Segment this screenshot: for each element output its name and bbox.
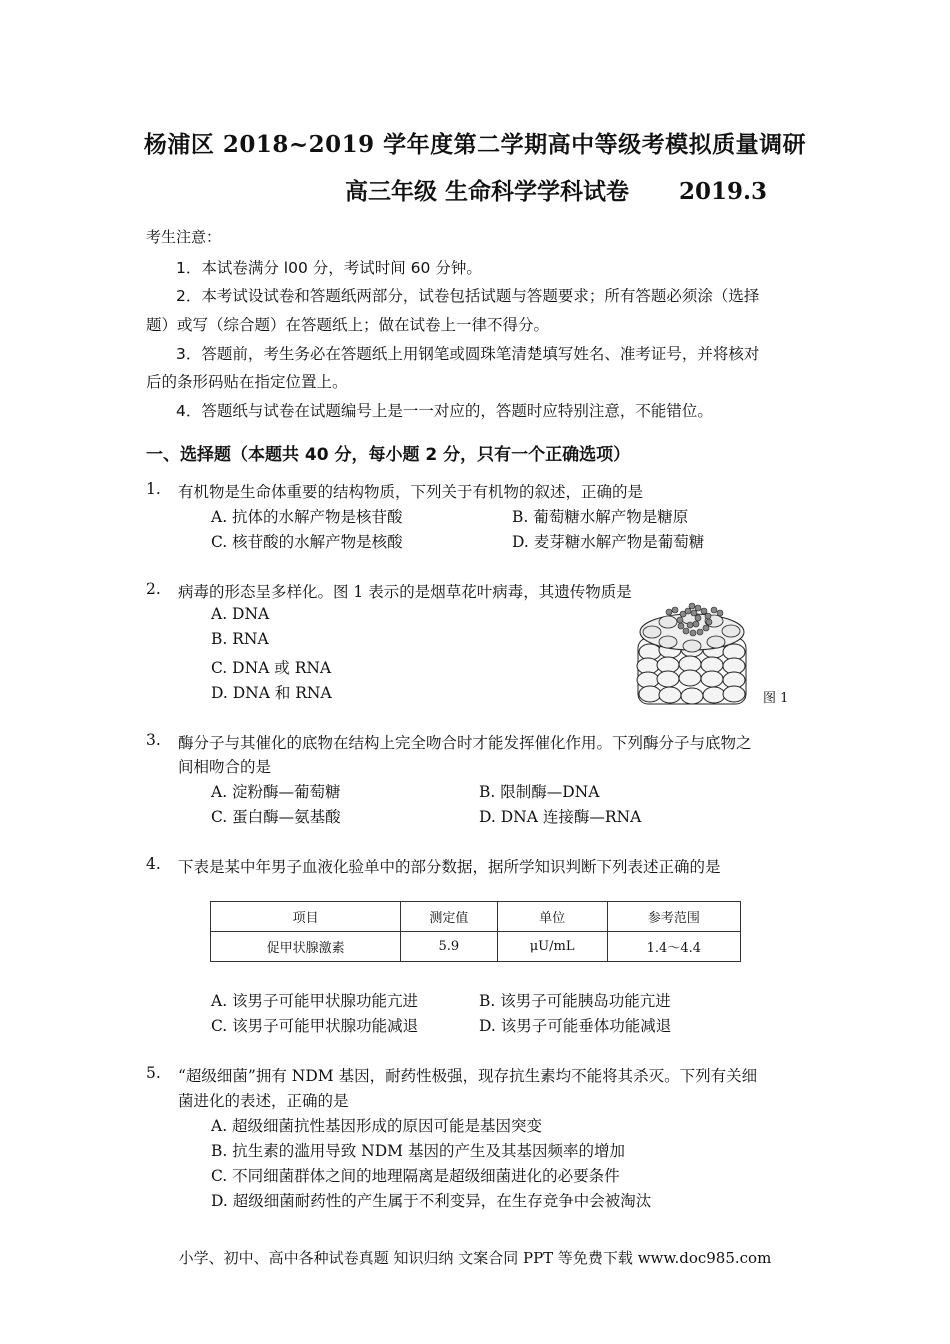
option-c: C. 核苷酸的水解产物是核酸: [211, 533, 403, 551]
option-b: B. 抗生素的滥用导致 NDM 基因的产生及其基因频率的增加: [211, 1142, 625, 1160]
table-cell: 5.9: [401, 932, 497, 962]
option-c: C. 蛋白酶—氨基酸: [211, 808, 341, 826]
table-row: [211, 932, 741, 962]
exam-title: 杨浦区 2018~2019 学年度第二学期高中等级考模拟质量调研: [143, 131, 807, 158]
question-stem: 有机物是生命体重要的结构物质，下列关于有机物的叙述，正确的是: [178, 483, 644, 501]
question-number: 4.: [146, 855, 161, 873]
section-heading: 一、选择题（本题共 40 分，每小题 2 分，只有一个正确选项）: [146, 445, 631, 465]
table-header-cell: 单位: [497, 902, 607, 932]
blood-test-table: [210, 901, 741, 962]
option-b: B. 该男子可能胰岛功能亢进: [479, 992, 671, 1010]
exam-subtitle: [345, 173, 767, 206]
option-d: D. DNA 连接酶—RNA: [479, 808, 642, 826]
question-stem: 下表是某中年男子血液化验单中的部分数据，据所学知识判断下列表述正确的是: [178, 858, 721, 876]
option-c: C. 不同细菌群体之间的地理隔离是超级细菌进化的必要条件: [211, 1167, 620, 1185]
figure-label: 图 1: [763, 691, 789, 706]
question-number: 3.: [146, 731, 161, 749]
option-c: C. 该男子可能甲状腺功能减退: [211, 1017, 419, 1035]
table-cell: 促甲状腺激素: [211, 932, 401, 962]
option-d: D. 超级细菌耐药性的产生属于不利变异，在生存竞争中会被淘汰: [211, 1192, 652, 1210]
question-number: 1.: [146, 480, 161, 498]
option-b: B. RNA: [211, 630, 269, 648]
exam-date: 2019.3: [679, 178, 768, 205]
table-cell: μU/mL: [497, 932, 607, 962]
note-item: 4．答题纸与试卷在试题编号上是一一对应的，答题时应特别注意，不能错位。: [176, 402, 713, 420]
note-item: 2．本考试设试卷和答题纸两部分，试卷包括试题与答题要求；所有答题必须涂（选择: [176, 287, 760, 305]
notes-heading: 考生注意：: [146, 228, 222, 246]
option-b: B. 葡萄糖水解产物是糖原: [512, 508, 689, 526]
question-stem: 间相吻合的是: [178, 758, 272, 776]
option-d: D. 该男子可能垂体功能减退: [479, 1017, 672, 1035]
footer-text: 小学、初中、高中各种试卷真题 知识归纳 文案合同 PPT 等免费下载 www.doc985.com: [178, 1249, 772, 1267]
question-stem: 病毒的形态呈多样化。图 1 表示的是烟草花叶病毒，其遗传物质是: [178, 583, 632, 601]
question-stem: 酶分子与其催化的底物在结构上完全吻合时才能发挥催化作用。下列酶分子与底物之: [178, 734, 752, 752]
table-cell: 1.4～4.4: [607, 932, 740, 962]
question-number: 2.: [146, 580, 161, 598]
question-stem: 菌进化的表述，正确的是: [178, 1092, 349, 1110]
tobacco-mosaic-virus-figure: [630, 602, 760, 710]
note-item: 后的条形码贴在指定位置上。: [146, 373, 348, 391]
note-item: 3．答题前，考生务必在答题纸上用钢笔或圆珠笔清楚填写姓名、准考证号，并将核对: [176, 345, 760, 363]
note-item: 1．本试卷满分 l00 分，考试时间 60 分钟。: [176, 259, 482, 277]
option-d: D. 麦芽糖水解产物是葡萄糖: [512, 533, 705, 551]
option-a: A. 抗体的水解产物是核苷酸: [211, 508, 403, 526]
table-header-row: [211, 902, 741, 932]
option-a: A. 超级细菌抗性基因形成的原因可能是基因突变: [211, 1117, 543, 1135]
question-number: 5.: [146, 1064, 161, 1082]
table-header-cell: 项目: [211, 902, 401, 932]
table-header-cell: 参考范围: [607, 902, 740, 932]
option-b: B. 限制酶—DNA: [479, 783, 600, 801]
note-item: 题）或写（综合题）在答题纸上；做在试卷上一律不得分。: [146, 316, 550, 334]
subtitle-text: 高三年级 生命科学学科试卷: [345, 178, 630, 205]
question-stem: “超级细菌”拥有 NDM 基因，耐药性极强，现存抗生素均不能将其杀灭。下列有关细: [178, 1067, 758, 1085]
option-d: D. DNA 和 RNA: [211, 684, 332, 702]
option-a: A. 该男子可能甲状腺功能亢进: [211, 992, 419, 1010]
option-a: A. DNA: [211, 605, 270, 623]
table-header-cell: 测定值: [401, 902, 497, 932]
option-c: C. DNA 或 RNA: [211, 659, 332, 677]
option-a: A. 淀粉酶—葡萄糖: [211, 783, 341, 801]
